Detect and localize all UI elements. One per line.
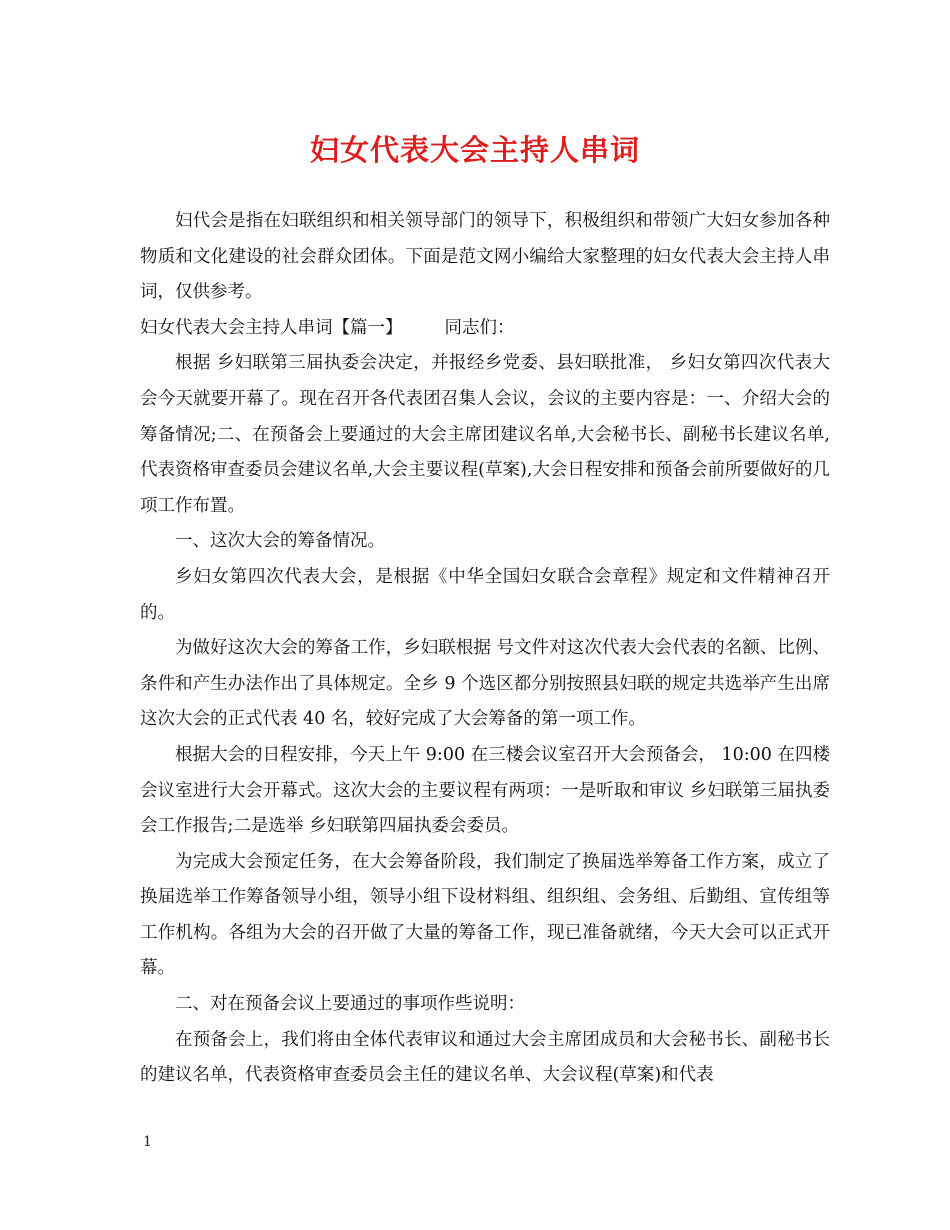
body-paragraph: 在预备会上，我们将由全体代表审议和通过大会主席团成员和大会秘书长、副秘书长的建议名单，代表资格审查委员会主任的建议名单、大会议程(草案)和代表 bbox=[140, 1029, 830, 1086]
body-paragraph: 乡妇女第四次代表大会，是根据《中华全国妇女联合会章程》规定和文件精神召开的。 bbox=[140, 566, 830, 623]
page-number: 1 bbox=[143, 1134, 152, 1150]
body-paragraph: 为完成大会预定任务，在大会筹备阶段，我们制定了换届选举筹备工作方案，成立了换届选举工作筹备领导小组，领导小组下设材料组、组织组、会务组、后勤组、宣传组等工作机构。各组为大会的召开做了大量的筹备工作，现已准备就绪，今天大会可以正式开幕。 bbox=[140, 851, 830, 979]
body-paragraph: 一、这次大会的筹备情况。 bbox=[175, 531, 385, 552]
body-paragraph: 根据 乡妇联第三届执委会决定，并报经乡党委、县妇联批准， 乡妇女第四次代表大会今天就要开幕了。现在召开各代表团召集人会议，会议的主要内容是：一、介绍大会的筹备情况;二、在预备会上要通过的大会主席团建议名单,大会秘书长、副秘书长建议名单,代表资格审查委员会建议名单,大会主要议程(草案),大会日程安排和预备会前所要做好的几项工作布置。 bbox=[140, 353, 830, 516]
section-heading-line bbox=[140, 311, 830, 347]
intro-paragraph: 妇代会是指在妇联组织和相关领导部门的领导下，积极组织和带领广大妇女参加各种物质和文化建设的社会群众团体。下面是范文网小编给大家整理的妇女代表大会主持人串词，仅供参考。 bbox=[140, 211, 830, 303]
salutation: 同志们： bbox=[444, 317, 515, 338]
document-body bbox=[140, 204, 830, 1094]
body-paragraph: 为做好这次大会的筹备工作，乡妇联根据 号文件对这次代表大会代表的名额、比例、条件和产生办法作出了具体规定。全乡 9 个选区都分别按照县妇联的规定共选举产生出席这次大会的正式代表 40 名，较好完成了大会筹备的第一项工作。 bbox=[140, 638, 830, 730]
section-heading: 妇女代表大会主持人串词【篇一】 bbox=[140, 317, 403, 338]
body-paragraph: 二、对在预备会议上要通过的事项作些说明： bbox=[175, 994, 525, 1015]
document-title: 妇女代表大会主持人串词 bbox=[309, 133, 640, 167]
body-paragraph: 根据大会的日程安排，今天上午 9:00 在三楼会议室召开大会预备会， 10:00 在四楼会议室进行大会开幕式。这次大会的主要议程有两项：一是听取和审议 乡妇联第三届执委会工作报告;二是选举 乡妇联第四届执委会委员。 bbox=[140, 744, 830, 837]
